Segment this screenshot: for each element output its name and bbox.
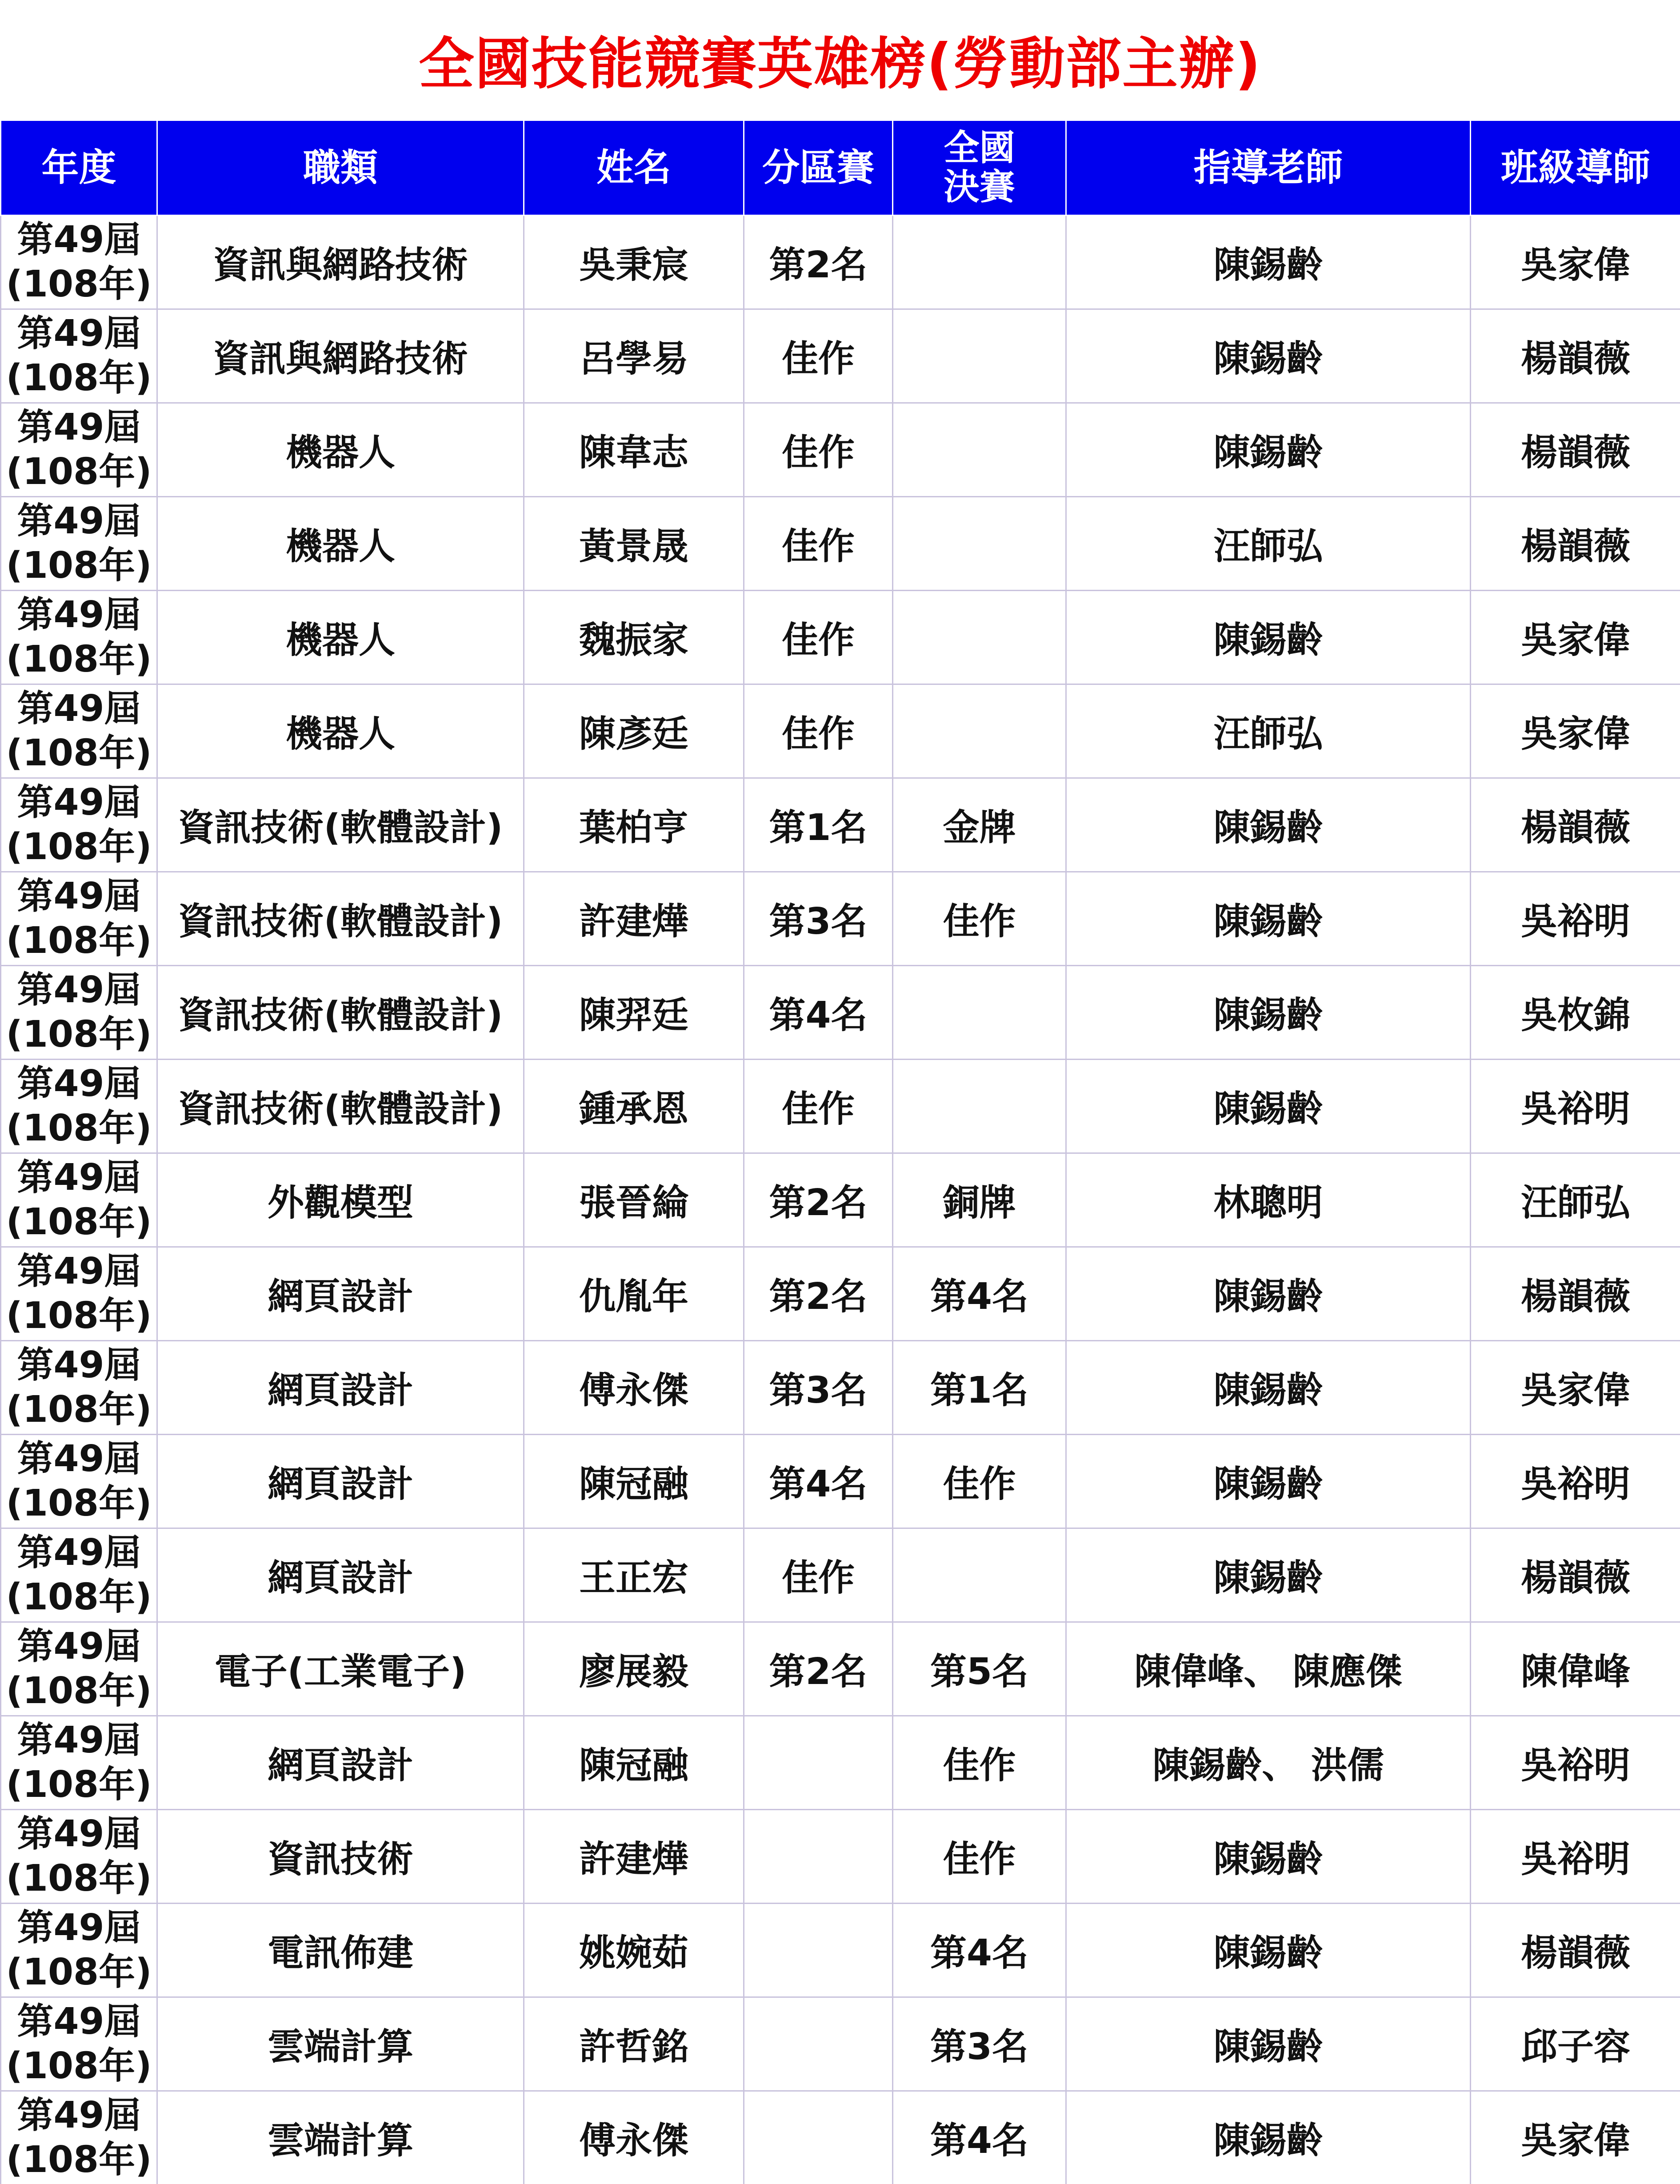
table-row — [1, 1809, 1680, 1903]
cell-homeroom: 吳裕明 — [1471, 1809, 1680, 1903]
cell-year-session: 第49屆 — [17, 406, 141, 448]
table-row — [1, 1622, 1680, 1716]
cell-regional: 第2名 — [744, 1622, 893, 1716]
cell-year-roc-year: (108年) — [6, 1482, 152, 1524]
header-year: 年度 — [1, 121, 157, 215]
cell-national: 佳作 — [893, 872, 1066, 965]
cell-year-session: 第49屆 — [17, 218, 141, 261]
cell-year — [1, 1247, 157, 1340]
cell-instructor: 陳錫齡 — [1066, 1997, 1471, 2091]
cell-regional: 佳作 — [744, 1059, 893, 1153]
cell-name: 姚婉茹 — [524, 1903, 744, 1997]
header-row — [1, 121, 1680, 215]
cell-homeroom: 楊韻薇 — [1471, 496, 1680, 590]
cell-year — [1, 1716, 157, 1809]
cell-national — [893, 1528, 1066, 1622]
cell-homeroom: 吳裕明 — [1471, 1716, 1680, 1809]
cell-homeroom: 楊韻薇 — [1471, 1903, 1680, 1997]
cell-year-roc-year: (108年) — [6, 544, 152, 587]
cell-instructor: 陳錫齡 — [1066, 2091, 1471, 2184]
cell-instructor: 陳錫齡 — [1066, 965, 1471, 1059]
cell-national — [893, 403, 1066, 496]
cell-name: 葉柏亨 — [524, 778, 744, 872]
cell-homeroom: 吳家偉 — [1471, 684, 1680, 778]
cell-year-session: 第49屆 — [17, 1250, 141, 1292]
cell-year-roc-year: (108年) — [6, 1951, 152, 1993]
cell-instructor: 陳錫齡 — [1066, 1809, 1471, 1903]
cell-year — [1, 403, 157, 496]
cell-homeroom: 吳家偉 — [1471, 1340, 1680, 1434]
cell-regional: 第4名 — [744, 1434, 893, 1528]
cell-year — [1, 1059, 157, 1153]
cell-homeroom: 汪師弘 — [1471, 1153, 1680, 1247]
cell-year-session: 第49屆 — [17, 1156, 141, 1199]
cell-category: 機器人 — [157, 590, 524, 684]
cell-year — [1, 965, 157, 1059]
cell-year-roc-year: (108年) — [6, 1857, 152, 1900]
cell-name: 陳羿廷 — [524, 965, 744, 1059]
cell-instructor: 陳錫齡、 洪儒 — [1066, 1716, 1471, 1809]
cell-name: 許哲銘 — [524, 1997, 744, 2091]
table-row — [1, 1153, 1680, 1247]
table-row — [1, 1434, 1680, 1528]
cell-year-session: 第49屆 — [17, 1062, 141, 1105]
cell-year — [1, 1622, 157, 1716]
cell-name: 陳彥廷 — [524, 684, 744, 778]
table-row — [1, 590, 1680, 684]
cell-year-session: 第49屆 — [17, 687, 141, 730]
cell-instructor: 汪師弘 — [1066, 496, 1471, 590]
cell-homeroom: 陳偉峰 — [1471, 1622, 1680, 1716]
cell-year — [1, 872, 157, 965]
cell-homeroom: 楊韻薇 — [1471, 1528, 1680, 1622]
cell-name: 陳冠融 — [524, 1716, 744, 1809]
cell-year-roc-year: (108年) — [6, 450, 152, 493]
cell-year-session: 第49屆 — [17, 1906, 141, 1949]
header-national-line2: 決賽 — [944, 166, 1015, 208]
cell-regional: 第4名 — [744, 965, 893, 1059]
cell-national — [893, 496, 1066, 590]
cell-national — [893, 590, 1066, 684]
cell-year — [1, 590, 157, 684]
cell-homeroom: 楊韻薇 — [1471, 1247, 1680, 1340]
cell-category: 資訊與網路技術 — [157, 309, 524, 403]
table-row — [1, 1716, 1680, 1809]
cell-national: 第4名 — [893, 1903, 1066, 1997]
cell-category: 資訊技術(軟體設計) — [157, 778, 524, 872]
cell-instructor: 陳偉峰、 陳應傑 — [1066, 1622, 1471, 1716]
cell-homeroom: 吳家偉 — [1471, 590, 1680, 684]
cell-regional — [744, 1716, 893, 1809]
header-instructor: 指導老師 — [1066, 121, 1471, 215]
cell-instructor: 陳錫齡 — [1066, 1528, 1471, 1622]
cell-category: 網頁設計 — [157, 1340, 524, 1434]
cell-name: 仇胤年 — [524, 1247, 744, 1340]
cell-year-session: 第49屆 — [17, 593, 141, 636]
cell-name: 魏振家 — [524, 590, 744, 684]
cell-year — [1, 1528, 157, 1622]
cell-category: 資訊與網路技術 — [157, 215, 524, 309]
cell-national: 第3名 — [893, 1997, 1066, 2091]
table-row — [1, 2091, 1680, 2184]
table-row — [1, 403, 1680, 496]
cell-national: 金牌 — [893, 778, 1066, 872]
cell-year-session: 第49屆 — [17, 2000, 141, 2043]
cell-year-session: 第49屆 — [17, 1719, 141, 1761]
cell-name: 張晉綸 — [524, 1153, 744, 1247]
table-row — [1, 1059, 1680, 1153]
table-row — [1, 778, 1680, 872]
table-row — [1, 1247, 1680, 1340]
cell-name: 廖展毅 — [524, 1622, 744, 1716]
cell-year — [1, 1434, 157, 1528]
cell-category: 網頁設計 — [157, 1528, 524, 1622]
cell-national: 佳作 — [893, 1716, 1066, 1809]
cell-national: 第5名 — [893, 1622, 1066, 1716]
cell-homeroom: 楊韻薇 — [1471, 403, 1680, 496]
cell-name: 呂學易 — [524, 309, 744, 403]
cell-national: 第1名 — [893, 1340, 1066, 1434]
cell-year-session: 第49屆 — [17, 1344, 141, 1386]
table-row — [1, 684, 1680, 778]
cell-category: 資訊技術(軟體設計) — [157, 1059, 524, 1153]
cell-year-session: 第49屆 — [17, 1812, 141, 1855]
cell-national: 銅牌 — [893, 1153, 1066, 1247]
cell-regional: 佳作 — [744, 1528, 893, 1622]
page-title: 全國技能競賽英雄榜(勞動部主辦) — [418, 32, 1262, 96]
cell-year-session: 第49屆 — [17, 500, 141, 542]
cell-instructor: 陳錫齡 — [1066, 872, 1471, 965]
table-row — [1, 215, 1680, 309]
table-row — [1, 965, 1680, 1059]
cell-year-roc-year: (108年) — [6, 1763, 152, 1806]
cell-year-session: 第49屆 — [17, 875, 141, 917]
table-body — [1, 215, 1680, 2184]
table-row — [1, 1903, 1680, 1997]
cell-year-roc-year: (108年) — [6, 2044, 152, 2087]
cell-national — [893, 309, 1066, 403]
cell-year — [1, 684, 157, 778]
cell-year — [1, 1153, 157, 1247]
table-row — [1, 1528, 1680, 1622]
cell-instructor: 陳錫齡 — [1066, 590, 1471, 684]
cell-category: 網頁設計 — [157, 1434, 524, 1528]
cell-instructor: 陳錫齡 — [1066, 215, 1471, 309]
cell-category: 資訊技術(軟體設計) — [157, 965, 524, 1059]
cell-category: 雲端計算 — [157, 2091, 524, 2184]
cell-regional — [744, 1809, 893, 1903]
cell-regional: 佳作 — [744, 309, 893, 403]
cell-year-roc-year: (108年) — [6, 1294, 152, 1337]
cell-year-roc-year: (108年) — [6, 1576, 152, 1618]
cell-category: 電訊佈建 — [157, 1903, 524, 1997]
cell-instructor: 陳錫齡 — [1066, 1903, 1471, 1997]
table-header — [1, 121, 1680, 215]
cell-instructor: 陳錫齡 — [1066, 403, 1471, 496]
cell-instructor: 林聰明 — [1066, 1153, 1471, 1247]
cell-homeroom: 吳家偉 — [1471, 215, 1680, 309]
cell-year-session: 第49屆 — [17, 2094, 141, 2136]
cell-regional: 佳作 — [744, 403, 893, 496]
cell-regional: 第2名 — [744, 1247, 893, 1340]
cell-category: 機器人 — [157, 496, 524, 590]
cell-year — [1, 309, 157, 403]
cell-year-session: 第49屆 — [17, 968, 141, 1011]
cell-regional — [744, 1903, 893, 1997]
cell-year-session: 第49屆 — [17, 1625, 141, 1668]
cell-name: 陳韋志 — [524, 403, 744, 496]
cell-year — [1, 1997, 157, 2091]
cell-homeroom: 楊韻薇 — [1471, 778, 1680, 872]
cell-category: 網頁設計 — [157, 1247, 524, 1340]
cell-year-session: 第49屆 — [17, 781, 141, 824]
cell-national — [893, 215, 1066, 309]
cell-name: 傅永傑 — [524, 2091, 744, 2184]
header-homeroom: 班級導師 — [1471, 121, 1680, 215]
cell-year — [1, 1809, 157, 1903]
cell-name: 許建燁 — [524, 872, 744, 965]
cell-instructor: 陳錫齡 — [1066, 1059, 1471, 1153]
cell-year-session: 第49屆 — [17, 1531, 141, 1574]
cell-name: 傅永傑 — [524, 1340, 744, 1434]
header-national — [893, 121, 1066, 215]
cell-regional: 第3名 — [744, 872, 893, 965]
cell-year-roc-year: (108年) — [6, 1107, 152, 1149]
cell-national: 佳作 — [893, 1809, 1066, 1903]
cell-category: 機器人 — [157, 684, 524, 778]
table-row — [1, 1340, 1680, 1434]
cell-category: 資訊技術 — [157, 1809, 524, 1903]
header-national-line1: 全國 — [944, 127, 1015, 169]
cell-name: 王正宏 — [524, 1528, 744, 1622]
cell-national — [893, 965, 1066, 1059]
cell-year-roc-year: (108年) — [6, 732, 152, 774]
cell-instructor: 陳錫齡 — [1066, 1340, 1471, 1434]
cell-year — [1, 778, 157, 872]
cell-national — [893, 684, 1066, 778]
cell-regional — [744, 2091, 893, 2184]
cell-year-roc-year: (108年) — [6, 638, 152, 680]
cell-year-roc-year: (108年) — [6, 1669, 152, 1712]
cell-year-roc-year: (108年) — [6, 356, 152, 399]
cell-year-roc-year: (108年) — [6, 1013, 152, 1056]
cell-regional: 第1名 — [744, 778, 893, 872]
cell-regional: 佳作 — [744, 590, 893, 684]
cell-year-roc-year: (108年) — [6, 1200, 152, 1243]
cell-year-roc-year: (108年) — [6, 825, 152, 868]
cell-national: 第4名 — [893, 1247, 1066, 1340]
cell-instructor: 陳錫齡 — [1066, 1247, 1471, 1340]
cell-regional: 第2名 — [744, 215, 893, 309]
header-category: 職類 — [157, 121, 524, 215]
cell-name: 陳冠融 — [524, 1434, 744, 1528]
cell-category: 外觀模型 — [157, 1153, 524, 1247]
table-row — [1, 309, 1680, 403]
cell-year-session: 第49屆 — [17, 312, 141, 355]
cell-national — [893, 1059, 1066, 1153]
table-row — [1, 1997, 1680, 2091]
header-name: 姓名 — [524, 121, 744, 215]
cell-homeroom: 邱子容 — [1471, 1997, 1680, 2091]
cell-national: 佳作 — [893, 1434, 1066, 1528]
cell-homeroom: 吳裕明 — [1471, 872, 1680, 965]
cell-year — [1, 2091, 157, 2184]
header-regional: 分區賽 — [744, 121, 893, 215]
cell-year-roc-year: (108年) — [6, 1388, 152, 1431]
hero-board-table — [0, 121, 1680, 2184]
cell-regional — [744, 1997, 893, 2091]
cell-year-session: 第49屆 — [17, 1437, 141, 1480]
cell-name: 鍾承恩 — [524, 1059, 744, 1153]
cell-name: 許建燁 — [524, 1809, 744, 1903]
cell-national: 第4名 — [893, 2091, 1066, 2184]
cell-year-roc-year: (108年) — [6, 919, 152, 962]
table-row — [1, 872, 1680, 965]
cell-year-roc-year: (108年) — [6, 2138, 152, 2181]
cell-homeroom: 楊韻薇 — [1471, 309, 1680, 403]
cell-name: 吳秉宸 — [524, 215, 744, 309]
cell-homeroom: 吳裕明 — [1471, 1434, 1680, 1528]
cell-year — [1, 1340, 157, 1434]
cell-instructor: 汪師弘 — [1066, 684, 1471, 778]
cell-regional: 第3名 — [744, 1340, 893, 1434]
cell-year — [1, 1903, 157, 1997]
cell-category: 機器人 — [157, 403, 524, 496]
table-row — [1, 496, 1680, 590]
cell-homeroom: 吳家偉 — [1471, 2091, 1680, 2184]
cell-homeroom: 吳枚錦 — [1471, 965, 1680, 1059]
cell-instructor: 陳錫齡 — [1066, 778, 1471, 872]
cell-category: 電子(工業電子) — [157, 1622, 524, 1716]
cell-instructor: 陳錫齡 — [1066, 1434, 1471, 1528]
cell-year — [1, 496, 157, 590]
cell-year — [1, 215, 157, 309]
cell-category: 網頁設計 — [157, 1716, 524, 1809]
cell-category: 資訊技術(軟體設計) — [157, 872, 524, 965]
cell-category: 雲端計算 — [157, 1997, 524, 2091]
cell-homeroom: 吳裕明 — [1471, 1059, 1680, 1153]
cell-name: 黃景晟 — [524, 496, 744, 590]
cell-regional: 佳作 — [744, 496, 893, 590]
cell-regional: 佳作 — [744, 684, 893, 778]
cell-regional: 第2名 — [744, 1153, 893, 1247]
cell-year-roc-year: (108年) — [6, 263, 152, 305]
cell-instructor: 陳錫齡 — [1066, 309, 1471, 403]
